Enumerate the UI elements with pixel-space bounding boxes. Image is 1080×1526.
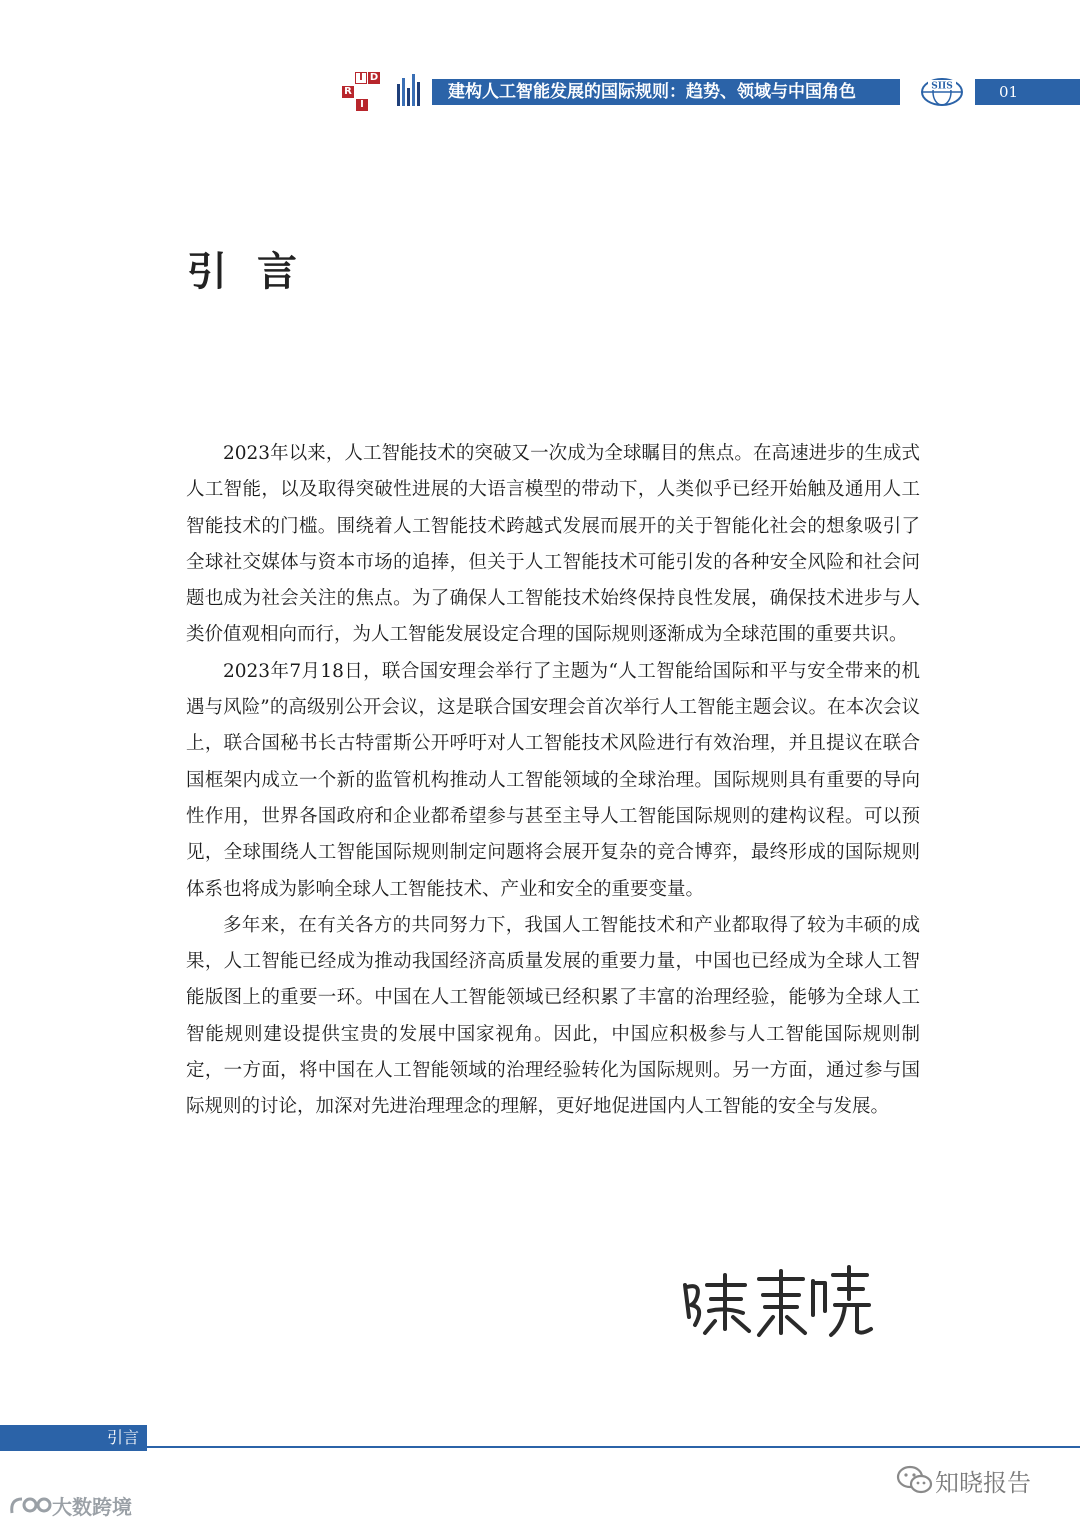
idri-logo-d: D [369, 72, 379, 83]
watermark-right-text: 知晓报告 [935, 1468, 1031, 1497]
siis-logo-text: SIIS [931, 81, 953, 92]
idri-logo-r: R [342, 86, 354, 98]
section-heading: 引言 [187, 248, 327, 295]
wechat-icon [895, 1463, 935, 1497]
paragraph-1: 2023年以来，人工智能技术的突破又一次成为全球瞩目的焦点。在高速进步的生成式人工智能，以及取得突破性进展的大语言模型的带动下，人类似乎已经开始触及通用人工智能技术的门槛。围绕着人工智能技术跨越式发展而展开的关于智能化社会的想象吸引了全球社交媒体与资本市场的追捧，但关于人工智能技术可能引发的各种安全风险和社会问题也成为社会关注的焦点。为了确保人工智能技术始终保持良性发展，确保技术进步与人类价值观相向而行，为人工智能发展设定合理的国际规则逐渐成为全球范围的重要共识。 [186, 443, 920, 646]
siis-globe-icon [920, 76, 964, 108]
paragraph-2: 2023年7月18日，联合国安理会举行了主题为“人工智能给国际和平与安全带来的机遇与风险”的高级别公开会议，这是联合国安理会首次举行人工智能主题会议。在本次会议上，联合国秘书长古特雷斯公开呼吁对人工智能技术风险进行有效治理，并且提议在联合国框架内成立一个新的监管机构推动人工智能领域的全球治理。国际规则具有重要的导向性作用，世界各国政府和企业都希望参与甚至主导人工智能国际规则的建构议程。可以预见，全球围绕人工智能国际规则制定问题将会展开复杂的竞合博弈，最终形成的国际规则体系也将成为影响全球人工智能技术、产业和安全的重要变量。 [186, 660, 920, 900]
report-title: 建构人工智能发展的国际规则：趋势、领域与中国角色 [432, 79, 900, 105]
idri-logo-i1: I [355, 72, 367, 84]
watermark-left-text: 大数跨境 [52, 1494, 132, 1519]
bars-logo-icon [396, 74, 422, 108]
footer-section-tab: 引言 [0, 1425, 147, 1451]
idri-logo [342, 72, 380, 112]
watermark-left [8, 1490, 132, 1520]
page-header [0, 0, 1080, 130]
body-text [186, 436, 920, 1126]
footer-divider [147, 1446, 1080, 1448]
watermark-logo-icon [8, 1493, 52, 1517]
watermark-right [895, 1462, 1031, 1498]
handwritten-signature [675, 1255, 875, 1345]
idri-logo-i2: I [356, 99, 368, 111]
paragraph-3: 多年来，在有关各方的共同努力下，我国人工智能技术和产业都取得了较为丰硕的成果，人工智能已经成为推动我国经济高质量发展的重要力量，中国也已经成为全球人工智能版图上的重要一环。中国在人工智能领域已经积累了丰富的治理经验，能够为全球人工智能规则建设提供宝贵的发展中国家视角。因此，中国应积极参与人工智能国际规则制定，一方面，将中国在人工智能领域的治理经验转化为国际规则。另一方面，通过参与国际规则的讨论，加深对先进治理理念的理解，更好地促进国内人工智能的安全与发展。 [186, 914, 920, 1118]
page-number: 01 [975, 79, 1080, 105]
